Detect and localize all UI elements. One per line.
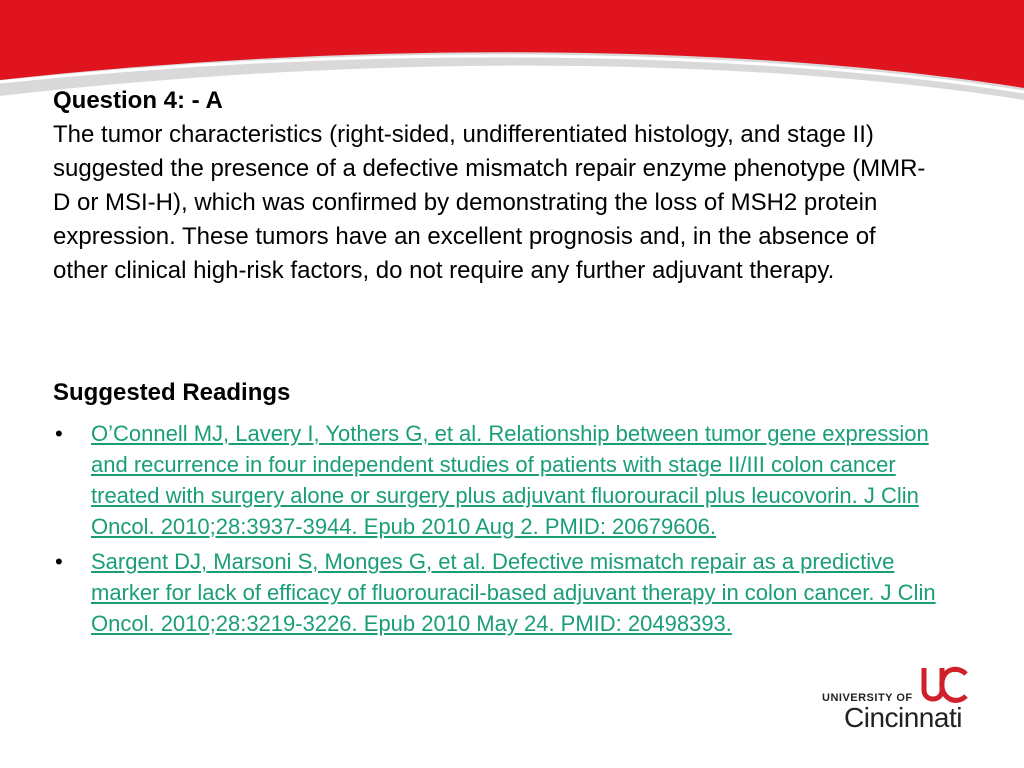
reading-link-oconnell[interactable]: O’Connell MJ, Lavery I, Yothers G, et al. Relationship between tumor gene expression and recurrence in four independent studies of patients with stage II/III colon cancer treated with surgery alone or surgery plus adjuvant fluorouracil plus leucovorin. J Clin Oncol. 2010;28:3937-3944. Epub 2010 Aug 2. PMID: 20679606. [91,421,929,539]
reading-link-sargent[interactable]: Sargent DJ, Marsoni S, Monges G, et al. Defective mismatch repair as a predictive marker for lack of efficacy of fluorouracil-based adjuvant therapy in colon cancer. J Clin Oncol. 2010;28:3219-3226. Epub 2010 May 24. PMID: 20498393. [91,549,936,636]
logo-university-of: UNIVERSITY OF [822,692,913,704]
university-of-cincinnati-logo [822,664,982,744]
suggested-readings-heading: Suggested Readings [53,379,291,406]
reading-item-2 [53,546,953,639]
reading-item-1 [53,418,953,542]
reading-list [53,418,953,643]
slide-content [53,84,953,636]
question-answer-text: The tumor characteristics (right-sided, undifferentiated histology, and stage II) suggested the presence of a defective mismatch repair enzyme phenotype (MMR-D or MSI-H), which was confirmed by demonstrating the loss of MSH2 protein expression. These tumors have an excellent prognosis and, in the absence of other clinical high-risk factors, do not require any further adjuvant therapy. [53,121,926,284]
question-title: Question 4: - A [53,87,223,114]
bullet-icon: • [55,549,63,574]
logo-cincinnati: Cincinnati [844,702,962,733]
bullet-icon: • [55,421,63,446]
